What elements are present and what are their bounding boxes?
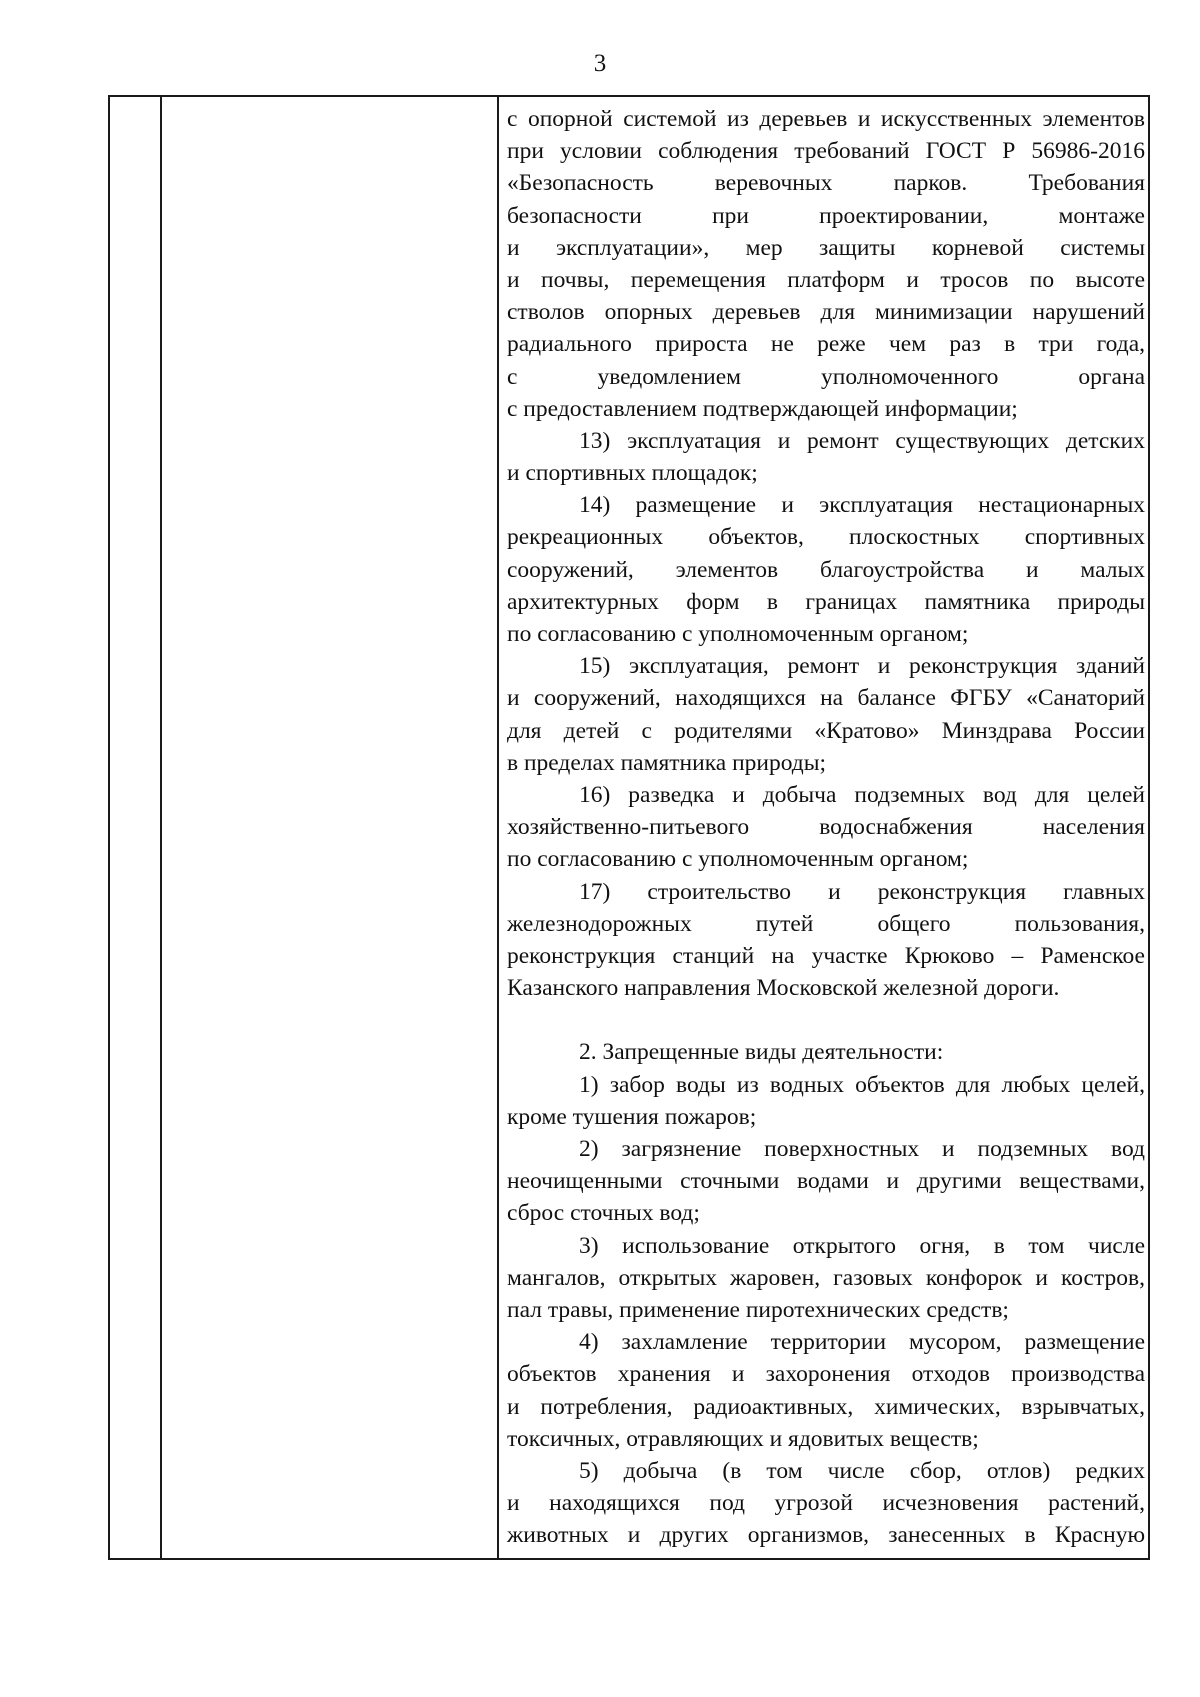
text-line: сброс сточных вод; (507, 1200, 700, 1227)
text-line: и потребления, радиоактивных, химических, взрывчатых, (507, 1393, 1145, 1420)
text-line: и эксплуатации», мер защиты корневой системы (507, 234, 1145, 261)
text-line: для детей с родителями «Кратово» Минздрава России (507, 717, 1145, 744)
text-line: 4) захламление территории мусором, размещение (579, 1329, 1145, 1356)
page-number: 3 (593, 50, 607, 77)
blank-line (507, 1004, 1145, 1036)
text-line: с уведомлением уполномоченного органа (507, 363, 1145, 390)
text-line: 17) строительство и реконструкция главных (579, 878, 1145, 905)
text-line: радиального прироста не реже чем раз в три года, (507, 331, 1145, 358)
text-line: по согласованию с уполномоченным органом; (507, 846, 969, 873)
text-line: архитектурных форм в границах памятника природы (507, 588, 1145, 615)
text-line: 5) добыча (в том числе сбор, отлов) редких (579, 1457, 1145, 1484)
text-line: сооружений, элементов благоустройства и малых (507, 556, 1145, 583)
text-line: с предоставлением подтверждающей информации; (507, 395, 1018, 422)
text-line: неочищенными сточными водами и другими веществами, (507, 1168, 1145, 1195)
text-line: реконструкция станций на участке Крюково – Раменское (507, 942, 1145, 969)
text-line: и спортивных площадок; (507, 460, 758, 487)
text-line: пал травы, применение пиротехнических средств; (507, 1296, 1009, 1323)
text-line: 13) эксплуатация и ремонт существующих детских (579, 427, 1145, 454)
text-line: токсичных, отравляющих и ядовитых веществ; (507, 1425, 979, 1452)
text-line: 15) эксплуатация, ремонт и реконструкция зданий (579, 653, 1145, 680)
text-line: хозяйственно-питьевого водоснабжения населения (507, 814, 1145, 841)
document-table (108, 95, 1150, 1560)
table-column-divider (160, 97, 162, 1558)
text-line: 3) использование открытого огня, в том числе (579, 1232, 1145, 1259)
text-line: 2. Запрещенные виды деятельности: (579, 1039, 944, 1066)
table-text-cell (507, 103, 1145, 1551)
text-line: и сооружений, находящихся на балансе ФГБУ «Санаторий (507, 685, 1145, 712)
text-line: по согласованию с уполномоченным органом; (507, 621, 969, 647)
text-line: стволов опорных деревьев для минимизации нарушений (507, 299, 1145, 326)
text-line: 14) размещение и эксплуатация нестационарных (579, 492, 1145, 519)
text-line: Казанского направления Московской железной дороги. (507, 975, 1060, 1002)
text-line: 1) забор воды из водных объектов для любых целей, (579, 1071, 1145, 1098)
text-line: кроме тушения пожаров; (507, 1103, 757, 1130)
text-line: железнодорожных путей общего пользования, (507, 910, 1145, 937)
table-column-divider (497, 97, 499, 1558)
text-line: и почвы, перемещения платформ и тросов по высоте (507, 266, 1145, 293)
text-line: животных и других организмов, занесенных в Красную (507, 1522, 1145, 1549)
text-line: рекреационных объектов, плоскостных спортивных (507, 524, 1145, 551)
text-line: 16) разведка и добыча подземных вод для целей (579, 781, 1145, 808)
text-line: мангалов, открытых жаровен, газовых конфорок и костров, (507, 1264, 1145, 1291)
text-line: «Безопасность веревочных парков. Требования (507, 170, 1145, 197)
text-line: при условии соблюдения требований ГОСТ Р 56986-2016 (507, 138, 1145, 165)
text-line: 2) загрязнение поверхностных и подземных вод (579, 1136, 1145, 1162)
text-line: объектов хранения и захоронения отходов производства (507, 1361, 1145, 1388)
text-line: с опорной системой из деревьев и искусственных элементов (507, 106, 1145, 132)
text-line: безопасности при проектировании, монтаже (507, 202, 1145, 229)
text-line: и находящихся под угрозой исчезновения растений, (507, 1490, 1145, 1517)
text-line: в пределах памятника природы; (507, 749, 827, 776)
